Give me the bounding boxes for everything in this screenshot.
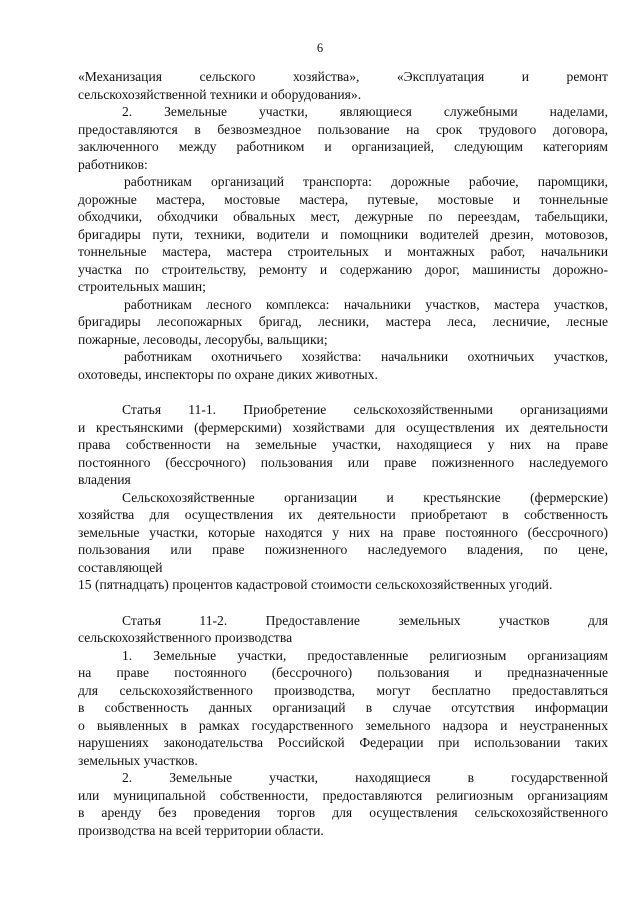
text-line: бригадиры лесопожарных бригад, лесники, мастера леса, лесничие, лесные — [78, 314, 608, 329]
text-line: бригадиры пути, техники, водители и помощники водителей дрезин, мотовозов, — [78, 226, 608, 242]
text-line: Сельскохозяйственные организации и крестьянские (фермерские) — [122, 489, 608, 505]
text-line: пожарные, лесоводы, лесорубы, вальщики; — [78, 331, 328, 347]
text-line: производства на всей территории области. — [78, 822, 324, 838]
article-heading-line: постоянного (бессрочного) пользования или праве пожизненного наследуемого — [78, 454, 608, 470]
text-line: в собственность данных организаций в случае отсутствия информации — [78, 700, 608, 715]
text-line: дорожные мастера, мостовые мастера, путевые, мостовые и тоннельные — [78, 191, 608, 207]
text-line: 15 (пятнадцать) процентов кадастровой стоимости сельскохозяйственных угодий. — [78, 577, 553, 592]
paragraph-gap — [78, 594, 608, 612]
text-line: на праве постоянного (бессрочного) пользования и предназначенные — [78, 665, 608, 680]
text-line: работникам лесного комплекса: начальники участков, мастера участков, — [124, 296, 608, 312]
article-heading-line: владения — [78, 472, 131, 487]
text-line: работникам организаций транспорта: дорожные рабочие, паромщики, — [124, 174, 608, 189]
text-line: или муниципальной собственности, предоставляются религиозным организациям — [78, 787, 608, 803]
text-line: 1. Земельные участки, предоставленные религиозным организациям — [122, 647, 608, 663]
text-line: тоннельные мастера, мастера строительных и монтажных работ, начальники — [78, 244, 608, 259]
text-line: хозяйства для осуществления их деятельности приобретают в собственность — [78, 507, 608, 522]
text-line: 2. Земельные участки, являющиеся служебными наделами, — [122, 104, 608, 119]
text-line: обходчики, обходчики обвальных мест, дежурные по переездам, табельщики, — [78, 209, 608, 224]
text-line: работников: — [78, 156, 148, 172]
text-line: земельных участков. — [78, 752, 198, 768]
document-body — [78, 68, 608, 839]
paragraph-gap — [78, 383, 608, 401]
text-line: участка по строительству, ремонту и содержанию дорог, машинисты дорожно- — [78, 261, 608, 277]
text-line: о выявленных в рамках государственного земельного надзора и неустраненных — [78, 717, 608, 733]
article-heading-line: и крестьянскими (фермерскими) хозяйствами для осуществления их деятельности — [78, 419, 608, 435]
text-line: 2. Земельные участки, находящиеся в государственной — [122, 770, 608, 785]
text-line: составляющей — [78, 559, 163, 575]
text-line: сельскохозяйственной техники и оборудования». — [78, 86, 362, 102]
text-line: предоставляются в безвозмездное пользование на срок трудового договора, — [78, 121, 608, 137]
text-line: охотоведы, инспекторы по охране диких животных. — [78, 366, 378, 382]
text-line: в аренду без проведения торгов для осуществления сельскохозяйственного — [78, 805, 608, 820]
text-line: «Механизация сельского хозяйства», «Эксплуатация и ремонт — [78, 69, 608, 84]
article-heading-line: права собственности на земельные участки, находящиеся у них на праве — [78, 437, 608, 452]
text-line: земельные участки, которые находятся у них на праве постоянного (бессрочного) — [78, 524, 608, 540]
page-number: 6 — [316, 41, 324, 55]
text-line: заключенного между работником и организацией, следующим категориям — [78, 139, 608, 154]
text-line: нарушениях законодательства Российской Федерации при использовании таких — [78, 735, 608, 750]
article-heading-line: сельскохозяйственного производства — [78, 630, 293, 645]
article-heading-line: Статья 11-2. Предоставление земельных участков для — [122, 612, 608, 628]
text-line: пользования или праве пожизненного наследуемого владения, по цене, — [78, 542, 608, 557]
text-line: работникам охотничьего хозяйства: начальники охотничьих участков, — [124, 349, 608, 364]
text-line: строительных машин; — [78, 279, 206, 294]
article-heading-line: Статья 11-1. Приобретение сельскохозяйственными организациями — [122, 402, 608, 417]
text-line: для сельскохозяйственного производства, могут бесплатно предоставляться — [78, 682, 608, 698]
